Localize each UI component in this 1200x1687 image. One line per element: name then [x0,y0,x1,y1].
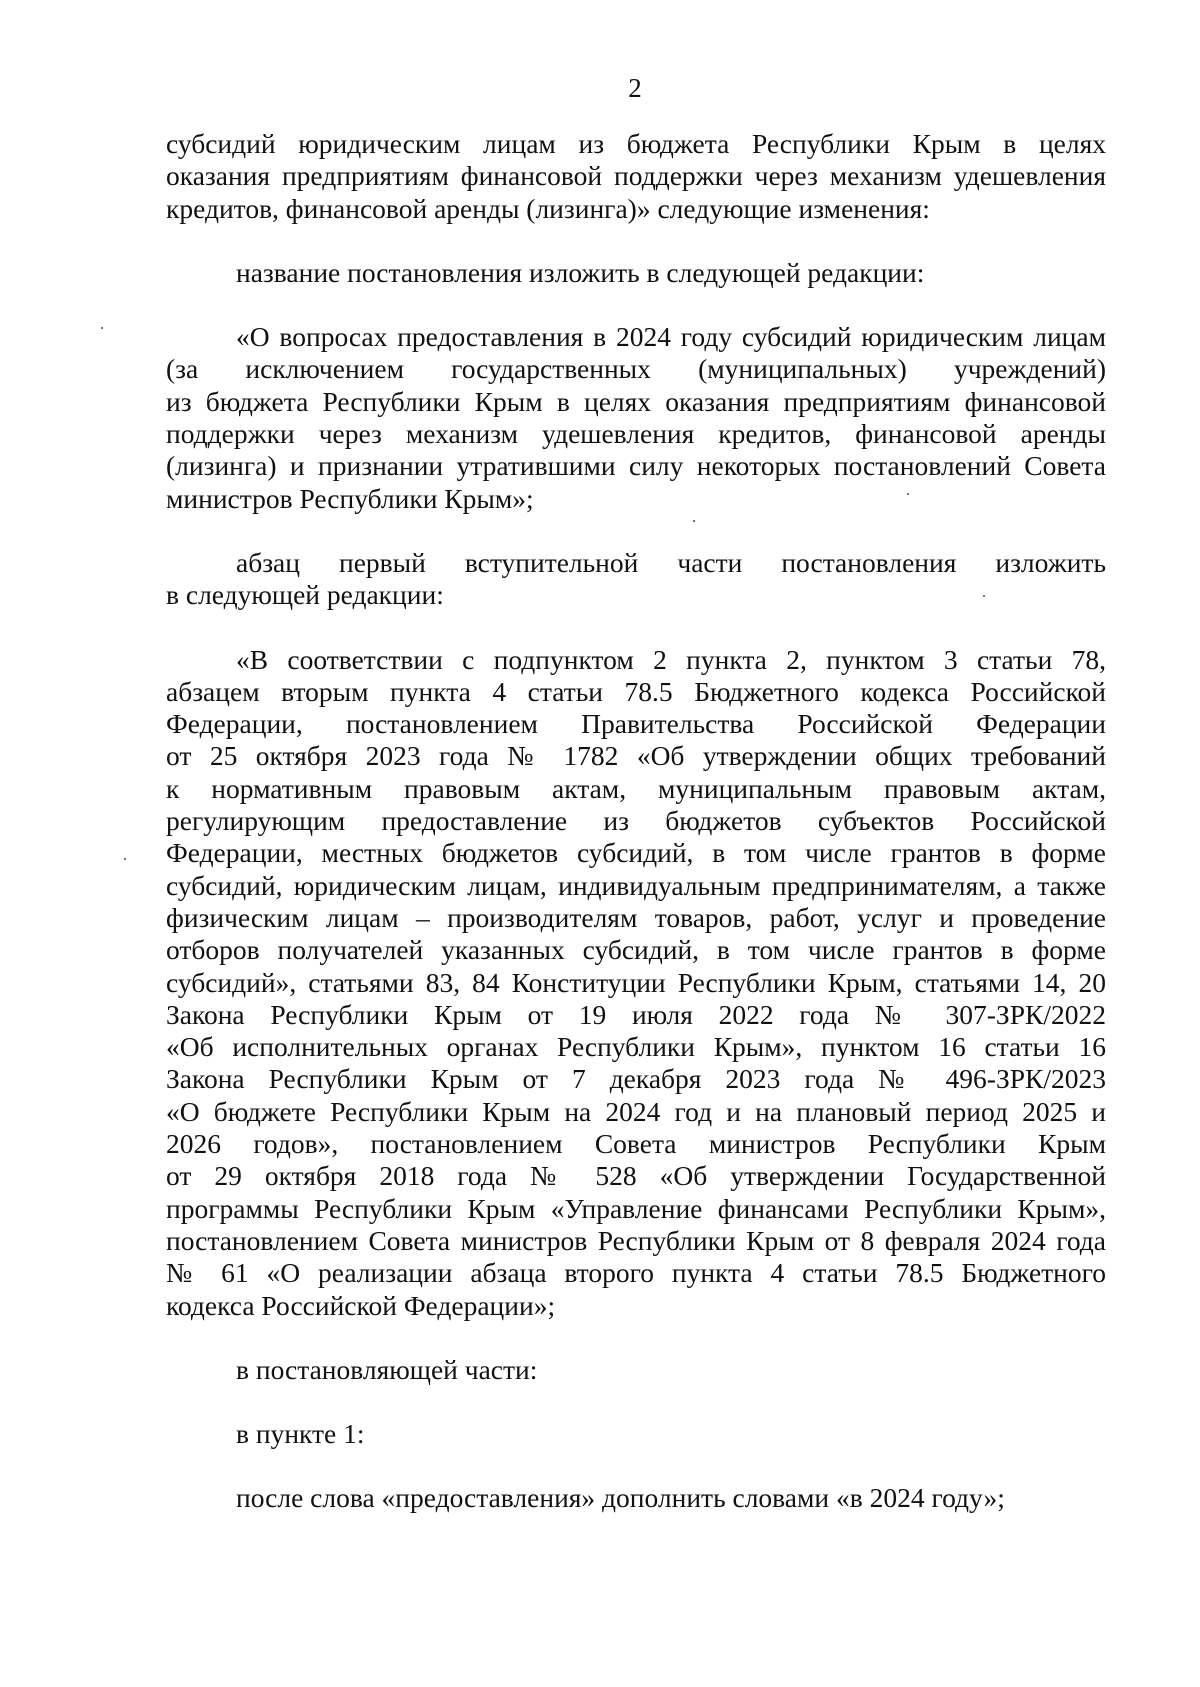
text-line: в следующей редакции: [166,579,444,611]
text-line: (за исключением государственных (муниципальных) учреждений) [166,353,1106,385]
text-line: поддержки через механизм удешевления кредитов, финансовой аренды [166,418,1106,450]
text-line: в пункте 1: [236,1418,365,1450]
text-line: регулирующим предоставление из бюджетов субъектов Российской [166,805,1106,837]
paragraph [166,1482,1106,1514]
text-line: кодекса Российской Федерации»; [166,1289,556,1321]
scan-speck [693,520,695,522]
paragraph [166,1354,1106,1386]
text-line: (лизинга) и признании утратившими силу некоторых постановлений Совета [166,450,1106,482]
text-line: Закона Республики Крым от 7 декабря 2023 года № 496-ЗРК/2023 [166,1063,1106,1095]
page-number: 2 [628,73,642,103]
text-line: название постановления изложить в следующей редакции: [236,256,925,288]
text-line: Закона Республики Крым от 19 июля 2022 года № 307-ЗРК/2022 [166,998,1106,1030]
text-line: оказания предприятиям финансовой поддержки через механизм удешевления [166,160,1106,192]
text-line: постановлением Совета министров Республики Крым от 8 февраля 2024 года [166,1224,1106,1256]
text-line: абзац первый вступительной части постановления изложить [236,546,1106,578]
text-line: отборов получателей указанных субсидий, в том числе грантов в форме [166,934,1106,966]
text-line: физическим лицам – производителям товаров, работ, услуг и проведение [166,901,1106,933]
text-line: из бюджета Республики Крым в целях оказания предприятиям финансовой [166,385,1106,417]
paragraph [166,321,1106,515]
scan-speck [124,858,126,860]
scan-speck [983,595,985,597]
text-line: после слова «предоставления» дополнить словами «в 2024 году»; [236,1482,1005,1514]
text-line: от 25 октября 2023 года № 1782 «Об утверждении общих требований [166,740,1106,772]
text-line: Федерации, местных бюджетов субсидий, в том числе грантов в форме [166,837,1106,869]
paragraph [166,257,1106,289]
text-line: министров Республики Крым»; [166,482,534,514]
text-line: абзацем вторым пункта 4 статьи 78.5 Бюджетного кодекса Российской [166,675,1106,707]
text-line: Федерации, постановлением Правительства Российской Федерации [166,708,1106,740]
text-line: субсидий юридическим лицам из бюджета Республики Крым в целях [166,128,1106,159]
paragraph [166,1418,1106,1450]
scan-speck [907,493,909,495]
document-body [166,128,1106,1547]
text-line: кредитов, финансовой аренды (лизинга)» следующие изменения: [166,192,930,224]
text-line: «О вопросах предоставления в 2024 году субсидий юридическим лицам [236,321,1106,353]
paragraph [166,547,1106,612]
text-line: от 29 октября 2018 года № 528 «Об утверждении Государственной [166,1160,1106,1192]
text-line: в постановляющей части: [236,1353,538,1385]
text-line: № 61 «О реализации абзаца второго пункта 4 статьи 78.5 Бюджетного [166,1257,1106,1289]
paragraph [166,128,1106,225]
paragraph [166,644,1106,1322]
text-line: «В соответствии с подпунктом 2 пункта 2, пунктом 3 статьи 78, [236,643,1106,675]
text-line: субсидий», статьями 83, 84 Конституции Республики Крым, статьями 14, 20 [166,966,1106,998]
scan-speck [101,327,103,329]
text-line: «О бюджете Республики Крым на 2024 год и на плановый период 2025 и [166,1095,1106,1127]
text-line: «Об исполнительных органах Республики Крым», пунктом 16 статьи 16 [166,1031,1106,1063]
text-line: 2026 годов», постановлением Совета министров Республики Крым [166,1128,1106,1160]
text-line: к нормативным правовым актам, муниципальным правовым актам, [166,772,1106,804]
text-line: программы Республики Крым «Управление финансами Республики Крым», [166,1192,1106,1224]
text-line: субсидий, юридическим лицам, индивидуальным предпринимателям, а также [166,869,1106,901]
